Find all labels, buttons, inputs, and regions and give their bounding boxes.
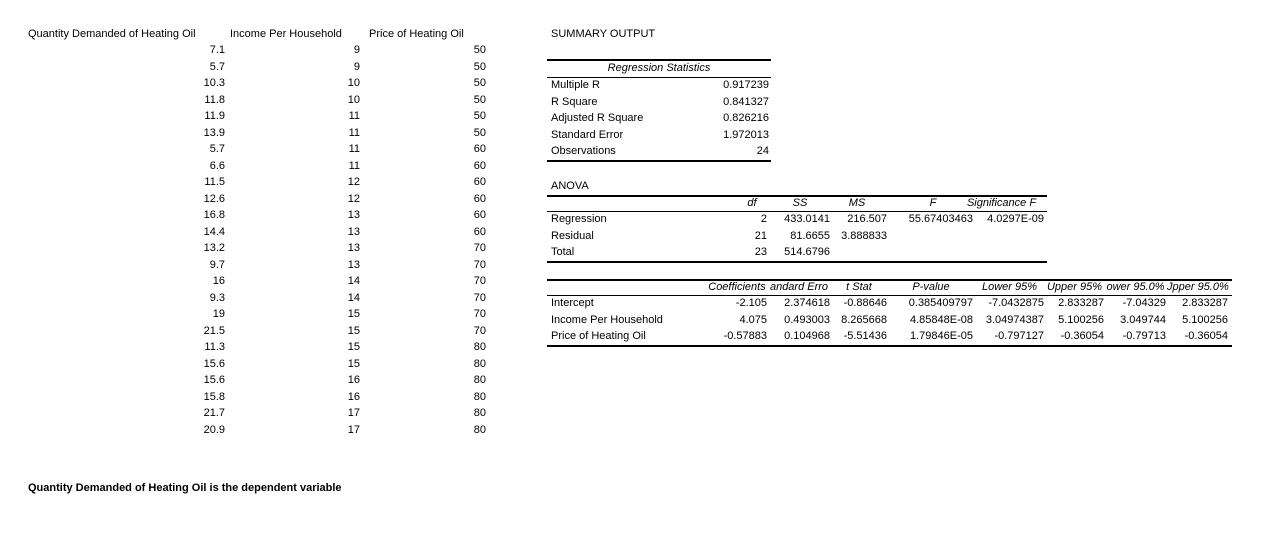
coef-col-header: Lower 95% xyxy=(981,281,1038,293)
anova-cell: 216.507 xyxy=(847,213,887,225)
anova-row-label: Regression xyxy=(551,213,607,225)
quantity-cell: 13.2 xyxy=(203,242,225,254)
income-cell: 11 xyxy=(348,143,360,155)
income-cell: 15 xyxy=(347,324,360,337)
stat-label: R Square xyxy=(551,95,598,108)
coef-cell: -0.79713 xyxy=(1122,330,1166,342)
quantity-cell: 9.3 xyxy=(209,291,225,304)
coef-cell: -0.36054 xyxy=(1184,330,1228,342)
price-cell: 80 xyxy=(473,341,486,353)
price-cell: 50 xyxy=(473,93,486,106)
income-cell: 12 xyxy=(347,192,360,205)
quantity-cell: 15.6 xyxy=(203,357,225,370)
quantity-cell: 21.7 xyxy=(203,407,225,419)
header-price: Price of Heating Oil xyxy=(369,28,464,40)
quantity-cell: 20.9 xyxy=(203,423,225,436)
income-cell: 11 xyxy=(348,126,360,139)
price-cell: 80 xyxy=(473,423,486,436)
price-cell: 80 xyxy=(473,374,486,386)
income-cell: 16 xyxy=(347,374,360,386)
coef-cell: -7.04329 xyxy=(1122,297,1166,309)
income-cell: 10 xyxy=(347,77,360,89)
price-cell: 50 xyxy=(473,77,486,89)
coef-cell: 2.833287 xyxy=(1182,297,1228,309)
anova-col-header: df xyxy=(747,197,757,209)
income-cell: 11 xyxy=(348,110,360,122)
anova-title: ANOVA xyxy=(551,180,589,192)
income-cell: 14 xyxy=(347,291,360,304)
stat-value: 24 xyxy=(756,145,769,157)
quantity-cell: 6.6 xyxy=(209,159,225,172)
price-cell: 70 xyxy=(473,258,486,271)
stat-value: 0.917239 xyxy=(723,79,769,91)
stat-value: 1.972013 xyxy=(723,128,769,141)
summary-title: SUMMARY OUTPUT xyxy=(551,28,656,40)
stat-value: 0.841327 xyxy=(723,95,769,108)
coef-cell: -5.51436 xyxy=(843,330,887,342)
anova-cell: 433.0141 xyxy=(784,213,830,225)
income-cell: 13 xyxy=(347,209,360,221)
anova-cell: 4.0297E-09 xyxy=(987,213,1044,225)
quantity-cell: 7.1 xyxy=(209,44,225,56)
income-cell: 16 xyxy=(347,390,360,403)
coef-cell: 0.385409797 xyxy=(908,297,973,309)
quantity-cell: 15.8 xyxy=(203,390,225,403)
anova-cell: 23 xyxy=(754,246,767,258)
quantity-cell: 10.3 xyxy=(203,77,225,89)
quantity-cell: 16.8 xyxy=(203,209,225,221)
anova-row-label: Total xyxy=(551,246,575,258)
coef-cell: 0.493003 xyxy=(784,313,830,326)
quantity-cell: 11.5 xyxy=(204,176,225,188)
price-cell: 60 xyxy=(473,176,486,188)
quantity-cell: 5.7 xyxy=(209,60,225,73)
anova-row-label: Residual xyxy=(551,229,594,242)
coef-row-label: Income Per Household xyxy=(551,313,663,326)
income-cell: 17 xyxy=(347,423,360,436)
quantity-cell: 15.6 xyxy=(203,374,225,386)
price-cell: 80 xyxy=(473,407,486,419)
quantity-cell: 13.9 xyxy=(203,126,225,139)
coef-cell: 3.04974387 xyxy=(985,313,1044,326)
income-cell: 15 xyxy=(347,357,360,370)
anova-col-header: MS xyxy=(848,197,866,209)
coef-cell: -0.36054 xyxy=(1060,330,1104,342)
income-cell: 13 xyxy=(347,225,360,238)
income-cell: 13 xyxy=(347,242,360,254)
coef-cell: 0.104968 xyxy=(784,330,830,342)
price-cell: 70 xyxy=(473,242,486,254)
quantity-cell: 16 xyxy=(212,275,225,287)
income-cell: 10 xyxy=(347,93,360,106)
coef-cell: 5.100256 xyxy=(1058,313,1104,326)
price-cell: 50 xyxy=(473,110,486,122)
coef-col-header: ower 95.0% xyxy=(1106,281,1165,293)
income-cell: 14 xyxy=(347,275,360,287)
price-cell: 80 xyxy=(473,390,486,403)
income-cell: 9 xyxy=(353,60,360,73)
coef-col-header: Upper 95% xyxy=(1046,281,1103,293)
income-cell: 11 xyxy=(348,159,360,172)
price-cell: 60 xyxy=(473,159,486,172)
stat-label: Standard Error xyxy=(551,128,624,141)
coef-cell: -7.0432875 xyxy=(988,297,1044,309)
income-cell: 12 xyxy=(347,176,360,188)
stat-label: Observations xyxy=(551,145,616,157)
price-cell: 70 xyxy=(473,291,486,304)
anova-cell: 2 xyxy=(760,213,767,225)
header-income: Income Per Household xyxy=(230,28,342,40)
stat-value: 0.826216 xyxy=(723,112,769,124)
header-quantity: Quantity Demanded of Heating Oil xyxy=(28,28,196,40)
regression-statistics-header: Regression Statistics xyxy=(607,62,711,74)
price-cell: 60 xyxy=(473,225,486,238)
stat-label: Adjusted R Square xyxy=(551,112,644,124)
anova-cell: 3.888833 xyxy=(841,229,887,242)
coef-cell: 2.833287 xyxy=(1058,297,1104,309)
price-cell: 50 xyxy=(473,60,486,73)
coef-cell: -0.797127 xyxy=(994,330,1044,342)
coef-cell: 3.049744 xyxy=(1120,313,1166,326)
quantity-cell: 11.9 xyxy=(204,110,225,122)
quantity-cell: 11.8 xyxy=(204,93,225,106)
coef-cell: -2.105 xyxy=(735,297,767,309)
quantity-cell: 21.5 xyxy=(203,324,225,337)
anova-col-header: SS xyxy=(792,197,808,209)
price-cell: 60 xyxy=(473,209,486,221)
price-cell: 70 xyxy=(473,275,486,287)
income-cell: 13 xyxy=(347,258,360,271)
coef-col-header: Coefficients xyxy=(708,281,766,293)
price-cell: 60 xyxy=(473,192,486,205)
price-cell: 50 xyxy=(473,44,486,56)
coef-row-label: Intercept xyxy=(551,297,594,309)
coef-cell: 1.79846E-05 xyxy=(910,330,973,342)
anova-cell: 81.6655 xyxy=(790,229,830,242)
anova-col-header: Significance F xyxy=(966,197,1037,209)
income-cell: 15 xyxy=(347,308,360,320)
coef-cell: 4.85848E-08 xyxy=(910,313,973,326)
stat-label: Multiple R xyxy=(551,79,600,91)
quantity-cell: 9.7 xyxy=(209,258,225,271)
income-cell: 15 xyxy=(347,341,360,353)
price-cell: 60 xyxy=(473,143,486,155)
coef-cell: 4.075 xyxy=(739,313,767,326)
quantity-cell: 12.6 xyxy=(203,192,225,205)
anova-cell: 21 xyxy=(754,229,767,242)
quantity-cell: 14.4 xyxy=(203,225,225,238)
income-cell: 17 xyxy=(347,407,360,419)
coef-col-header: andard Erro xyxy=(769,281,829,293)
price-cell: 70 xyxy=(473,324,486,337)
coef-col-header: t Stat xyxy=(846,281,872,293)
price-cell: 70 xyxy=(473,308,486,320)
coef-row-label: Price of Heating Oil xyxy=(551,330,646,342)
anova-cell: 514.6796 xyxy=(784,246,830,258)
quantity-cell: 19 xyxy=(212,308,225,320)
dependent-variable-note: Quantity Demanded of Heating Oil is the dependent variable xyxy=(28,482,342,494)
coef-cell: 8.265668 xyxy=(841,313,887,326)
quantity-cell: 11.3 xyxy=(204,341,225,353)
anova-col-header: F xyxy=(929,197,937,209)
coef-cell: -0.88646 xyxy=(843,297,887,309)
price-cell: 50 xyxy=(473,126,486,139)
anova-cell: 55.67403463 xyxy=(908,213,973,225)
coef-cell: -0.57883 xyxy=(723,330,767,342)
coef-col-header: Jpper 95.0% xyxy=(1167,281,1229,293)
coef-cell: 2.374618 xyxy=(784,297,830,309)
coef-cell: 5.100256 xyxy=(1182,313,1228,326)
quantity-cell: 5.7 xyxy=(209,143,225,155)
income-cell: 9 xyxy=(353,44,360,56)
price-cell: 80 xyxy=(473,357,486,370)
coef-col-header: P-value xyxy=(912,281,950,293)
